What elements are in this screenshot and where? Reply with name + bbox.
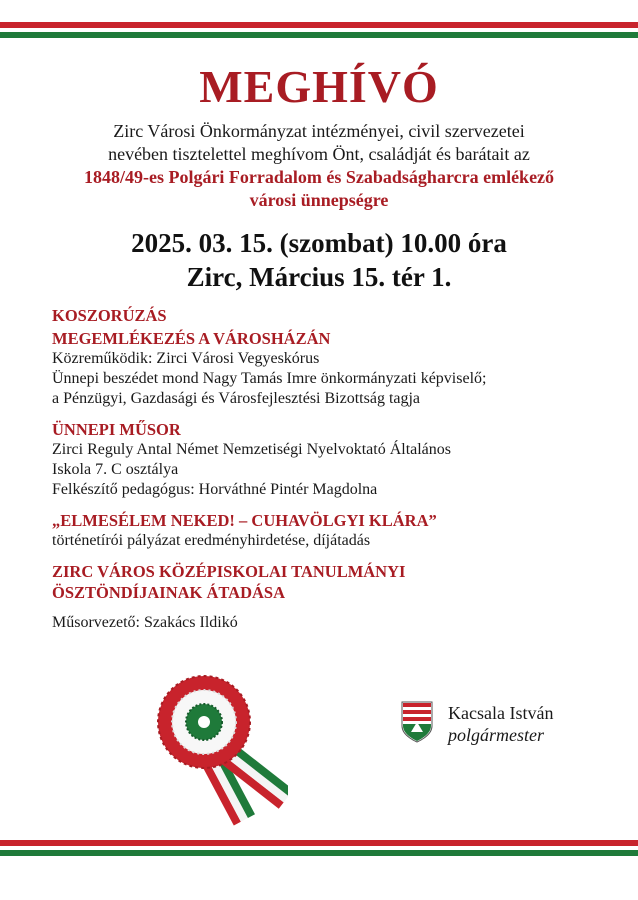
- intro-line-1: Zirc Városi Önkormányzat intézményei, civil szervezetei: [113, 121, 525, 141]
- event-place: Zirc, Március 15. tér 1.: [186, 262, 452, 292]
- program-line: Felkészítő pedagógus: Horváthné Pintér Magdolna: [52, 481, 378, 498]
- intro-line-4: városi ünnepségre: [249, 190, 389, 210]
- mayor-role: polgármester: [448, 725, 544, 745]
- program-line: Iskola 7. C osztálya: [52, 461, 179, 478]
- program-item: [52, 328, 612, 409]
- event-datetime-block: [0, 226, 638, 294]
- intro-text: [20, 120, 618, 212]
- program-line: Ünnepi beszédet mond Nagy Tamás Imre önkormányzati képviselő;: [52, 370, 487, 387]
- intro-line-3: 1848/49-es Polgári Forradalom és Szabadságharcra emlékező: [83, 167, 555, 187]
- top-tricolor-stripes: [0, 22, 638, 38]
- bottom-tricolor-stripes: [0, 840, 638, 856]
- program-line: a Pénzügyi, Gazdasági és Városfejlesztési Bizottság tagja: [52, 390, 421, 407]
- host-line: Műsorvezető: Szakács Ildikó: [52, 614, 238, 631]
- program-heading: „ELMESÉLEM NEKED! – CUHAVÖLGYI KLÁRA”: [52, 511, 437, 530]
- program-heading: KOSZORÚZÁS: [52, 306, 167, 325]
- program-heading: ÜNNEPI MŰSOR: [52, 420, 181, 439]
- program-list: [52, 305, 612, 643]
- program-line: Közreműködik: Zirci Városi Vegyeskórus: [52, 350, 320, 367]
- program-heading-line-2: ÖSZTÖNDÍJAINAK ÁTADÁSA: [52, 583, 286, 602]
- signature-block: [448, 702, 553, 746]
- intro-line-2: nevében tisztelettel meghívom Önt, családját és barátait az: [108, 144, 530, 164]
- program-line: történetírói pályázat eredményhirdetése, díjátadás: [52, 532, 371, 549]
- mayor-name: Kacsala István: [448, 703, 554, 723]
- program-item: [52, 561, 612, 603]
- program-heading: ZIRC VÁROS KÖZÉPISKOLAI TANULMÁNYI: [52, 562, 406, 581]
- invitation-title: MEGHÍVÓ: [199, 61, 439, 112]
- program-item: [52, 510, 612, 551]
- zirc-coat-of-arms-icon: [400, 700, 434, 744]
- kokarda-rosette-icon: [148, 670, 288, 835]
- program-item: [52, 305, 612, 326]
- event-date: 2025. 03. 15. (szombat) 10.00 óra: [131, 228, 507, 258]
- program-line: Zirci Reguly Antal Német Nemzetiségi Nyelvoktató Általános: [52, 441, 452, 458]
- program-item: [52, 419, 612, 500]
- program-heading: MEGEMLÉKEZÉS A VÁROSHÁZÁN: [52, 329, 331, 348]
